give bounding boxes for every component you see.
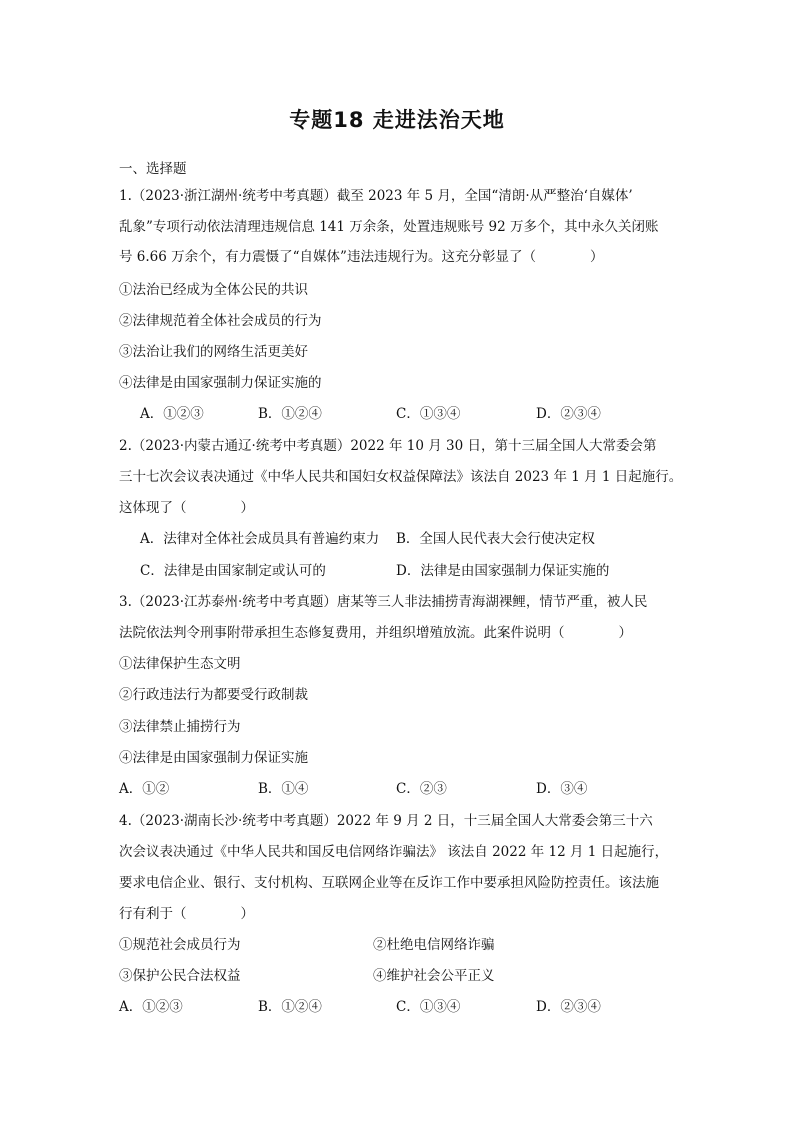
q3-item: ②行政违法行为都要受行政制裁 — [119, 687, 308, 703]
q1-option-a: A．①②③ — [140, 406, 204, 422]
q1-stem-line: 乱象”专项行动依法清理违规信息 141 万余条，处置违规账号 92 万多个，其中永久关闭账 — [119, 219, 659, 235]
q4-option-c: C．①③④ — [396, 999, 461, 1015]
q3-option-a: A．①② — [119, 781, 170, 797]
q4-stem-line: 4.（2023·湖南长沙·统考中考真题）2022 年 9 月 2 日，十三届全国人大常委会第三十六 — [119, 813, 653, 829]
q4-option-a: A．①②③ — [119, 999, 183, 1015]
q4-stem-line: 行有利于（ ） — [119, 906, 254, 922]
q1-stem-line: 1.（2023·浙江湖州·统考中考真题）截至 2023 年 5 月，全国“清朗·从严整治‘自媒体’ — [119, 188, 633, 204]
q2-stem-line: 2.（2023·内蒙古通辽·统考中考真题）2022 年 10 月 30 日，第十三届全国人大常委会第 — [119, 438, 657, 454]
document-title: 专题18 走进法治天地 — [289, 108, 505, 132]
q1-option-d: D．②③④ — [536, 406, 601, 422]
q2-option-d: D．法律是由国家强制力保证实施的 — [396, 563, 610, 579]
q3-option-b: B．①④ — [258, 781, 309, 797]
q4-option-d: D．②③④ — [536, 999, 601, 1015]
q1-stem-line: 号 6.66 万余个，有力震慑了“自媒体”违法违规行为。这充分彰显了（ ） — [119, 249, 604, 265]
q1-item: ④法律是由国家强制力保证实施的 — [119, 375, 322, 391]
q4-item: ②杜绝电信网络诈骗 — [373, 937, 495, 953]
q1-option-c: C．①③④ — [396, 406, 461, 422]
q3-option-d: D．③④ — [536, 781, 588, 797]
q3-stem-line: 法院依法判令刑事附带承担生态修复费用，并组织增殖放流。此案件说明（ ） — [119, 625, 632, 641]
q2-stem-line: 这体现了（ ） — [119, 500, 254, 516]
q2-stem-line: 三十七次会议表决通过《中华人民共和国妇女权益保障法》该法自 2023 年 1 月 1 日起施行。 — [119, 469, 683, 485]
q4-option-b: B．①②④ — [258, 999, 322, 1015]
q1-item: ①法治已经成为全体公民的共识 — [119, 282, 308, 298]
q4-stem-line: 要求电信企业、银行、支付机构、互联网企业等在反诈工作中要承担风险防控责任。该法施 — [119, 875, 659, 891]
q1-item: ③法治让我们的网络生活更美好 — [119, 344, 308, 360]
q4-item: ①规范社会成员行为 — [119, 937, 241, 953]
q4-item: ④维护社会公平正义 — [373, 968, 495, 984]
q3-item: ④法律是由国家强制力保证实施 — [119, 750, 308, 766]
q3-item: ③法律禁止捕捞行为 — [119, 719, 241, 735]
q4-item: ③保护公民合法权益 — [119, 968, 241, 984]
q3-option-c: C．②③ — [396, 781, 447, 797]
q3-stem-line: 3.（2023·江苏泰州·统考中考真题）唐某等三人非法捕捞青海湖裸鲤，情节严重，被人民 — [119, 594, 648, 610]
q2-option-b: B．全国人民代表大会行使决定权 — [396, 531, 595, 547]
q2-option-c: C．法律是由国家制定或认可的 — [140, 563, 326, 579]
q2-option-a: A．法律对全体社会成员具有普遍约束力 — [140, 531, 380, 547]
q1-option-b: B．①②④ — [258, 406, 322, 422]
q4-stem-line: 次会议表决通过《中华人民共和国反电信网络诈骗法》 该法自 2022 年 12 月 1 日起施行， — [119, 844, 669, 860]
q3-item: ①法律保护生态文明 — [119, 656, 241, 672]
section-heading: 一、选择题 — [119, 161, 187, 177]
q1-item: ②法律规范着全体社会成员的行为 — [119, 313, 322, 329]
